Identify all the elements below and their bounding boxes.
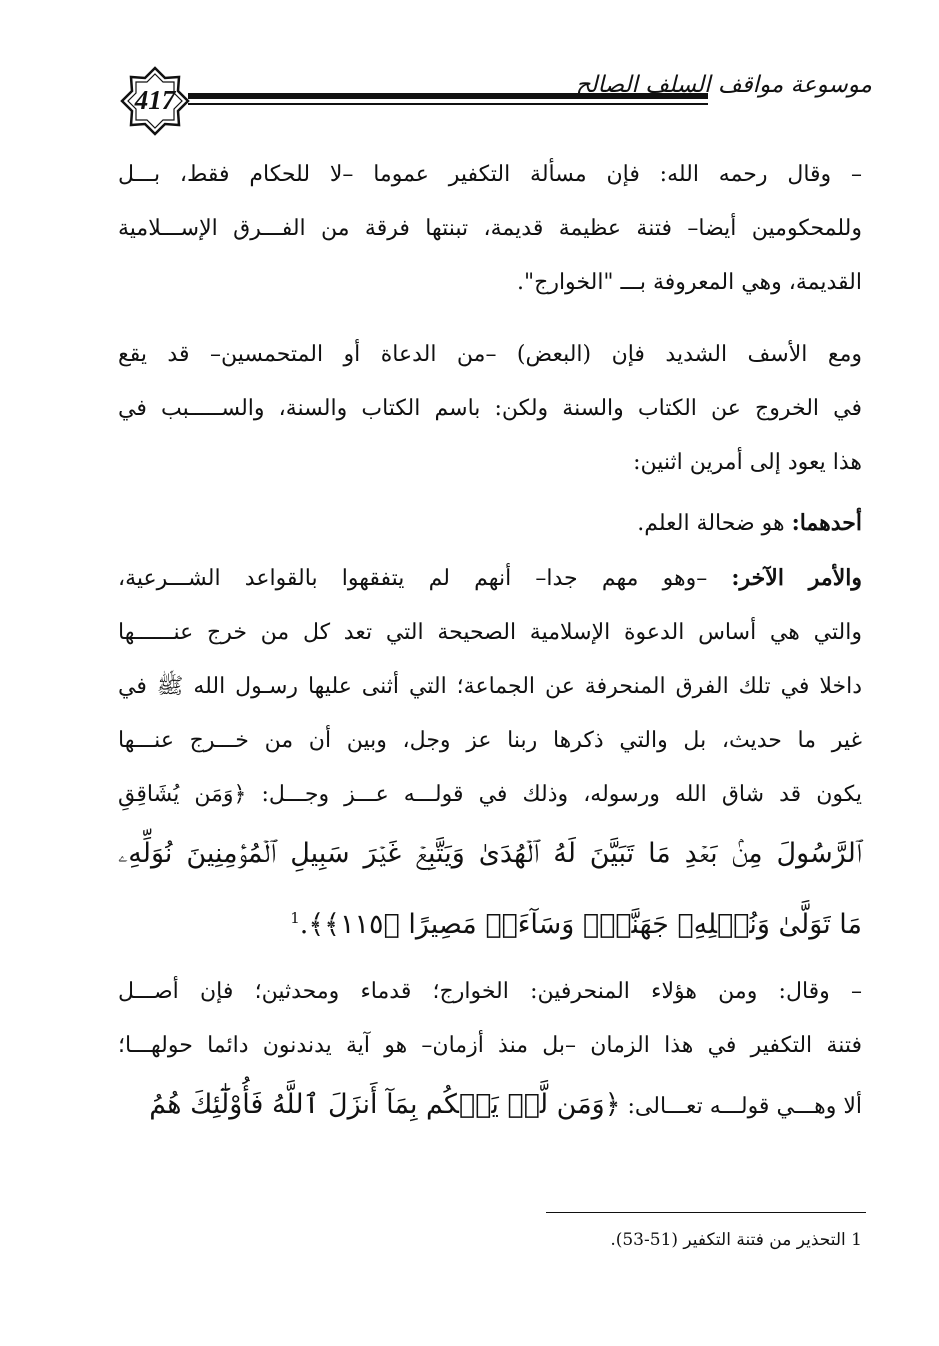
- text-line: هذا يعود إلى أمرين اثنين:: [633, 450, 862, 475]
- body-text: [118, 148, 862, 1137]
- text-line: [118, 496, 862, 551]
- text-line: وللمحكومين أيضا– فتنة عظيمة قديمة، تبنتها فرقة من الفـــرق الإســـلامية: [118, 216, 862, 241]
- text-line: [118, 1073, 862, 1137]
- page-header: [112, 62, 872, 142]
- page-number: 417: [134, 85, 176, 115]
- text-line: في الخروج عن الكتاب والسنة ولكن: باسم الكتاب والسنة، والســـــبب في: [118, 396, 862, 421]
- bold-lead: أحدهما:: [791, 510, 862, 536]
- page-number-badge: [120, 66, 190, 136]
- footnote-separator: [546, 1212, 866, 1213]
- text-line: القديمة، وهي المعروفة بـــ "الخوارج".: [517, 270, 862, 295]
- footnote: [540, 1230, 862, 1250]
- text-fragment: ألا وهـــي قولـــه تعـــالى:: [620, 1094, 862, 1119]
- footnote-number: 1: [851, 1230, 862, 1250]
- text-line: – وقال رحمه الله: فإن مسألة التكفير عموما –لا للحكام فقط، بـــل: [118, 162, 862, 187]
- text-line: غير ما حديث، بل والتي ذكرها ربنا عز وجل، وبين أن من خـــرج عنـــها: [118, 728, 862, 753]
- quran-verse-fragment: مَا تَوَلَّىٰ وَنُصۡلِهِۦ جَهَنَّمَۖ وَسَآءَتۡ مَصِيرًا ﴿١١٥﴾﴾.: [299, 909, 862, 940]
- text-line: والتي هي أساس الدعوة الإسلامية الصحيحة التي تعد كل من خرج عنــــــها: [118, 620, 862, 645]
- footnote-text: التحذير من فتنة التكفير (51-53).: [610, 1230, 852, 1250]
- text-line: يكون قد شاق الله ورسوله، وذلك في قولـــه عـــز وجـــل: ﴿وَمَن يُشَاقِقِ: [118, 782, 862, 807]
- text-line: ومع الأسف الشديد فإن (البعض) –من الدعاة أو المتحمسين– قد يقع: [118, 342, 862, 367]
- quran-verse-line: ٱلرَّسُولَ مِنۢ بَعۡدِ مَا تَبَيَّنَ لَهُ ٱلۡهُدَىٰ وَيَتَّبِعۡ غَيۡرَ سَبِيلِ ٱلۡمُؤۡمِنِينَ نُوَلِّهِۦ: [118, 838, 862, 869]
- text-line: داخلا في تلك الفرق المنحرفة عن الجماعة؛ التي أثنى عليها رسـول الله ﷺ في: [118, 674, 862, 699]
- text-line: – وقال: ومن هؤلاء المنحرفين: الخوارج؛ قدماء ومحدثين؛ فإن أصـــل: [118, 979, 862, 1004]
- quran-verse-fragment: ﴿وَمَن لَّمۡ يَحۡكُم بِمَآ أَنزَلَ ٱللَّهُ فَأُوْلَٰٓئِكَ هُمُ: [149, 1089, 621, 1120]
- footnote-reference: 1: [290, 909, 300, 927]
- quran-verse-line: [118, 886, 862, 957]
- header-rule-thin: [188, 103, 708, 105]
- bold-lead: والأمر الآخر:: [731, 565, 862, 591]
- text-line: [118, 551, 862, 606]
- series-title: موسوعة مواقف السلف الصالح: [575, 72, 872, 98]
- text-line: فتنة التكفير في هذا الزمان –بل منذ أزمان– هو آية يدندنون دائما حولهـــا؛: [118, 1033, 862, 1058]
- text-fragment: –وهو مهم جدا– أنهم لم يتفقهوا بالقواعد الشـــرعية،: [118, 566, 732, 591]
- text-fragment: هو ضحالة العلم.: [637, 511, 792, 536]
